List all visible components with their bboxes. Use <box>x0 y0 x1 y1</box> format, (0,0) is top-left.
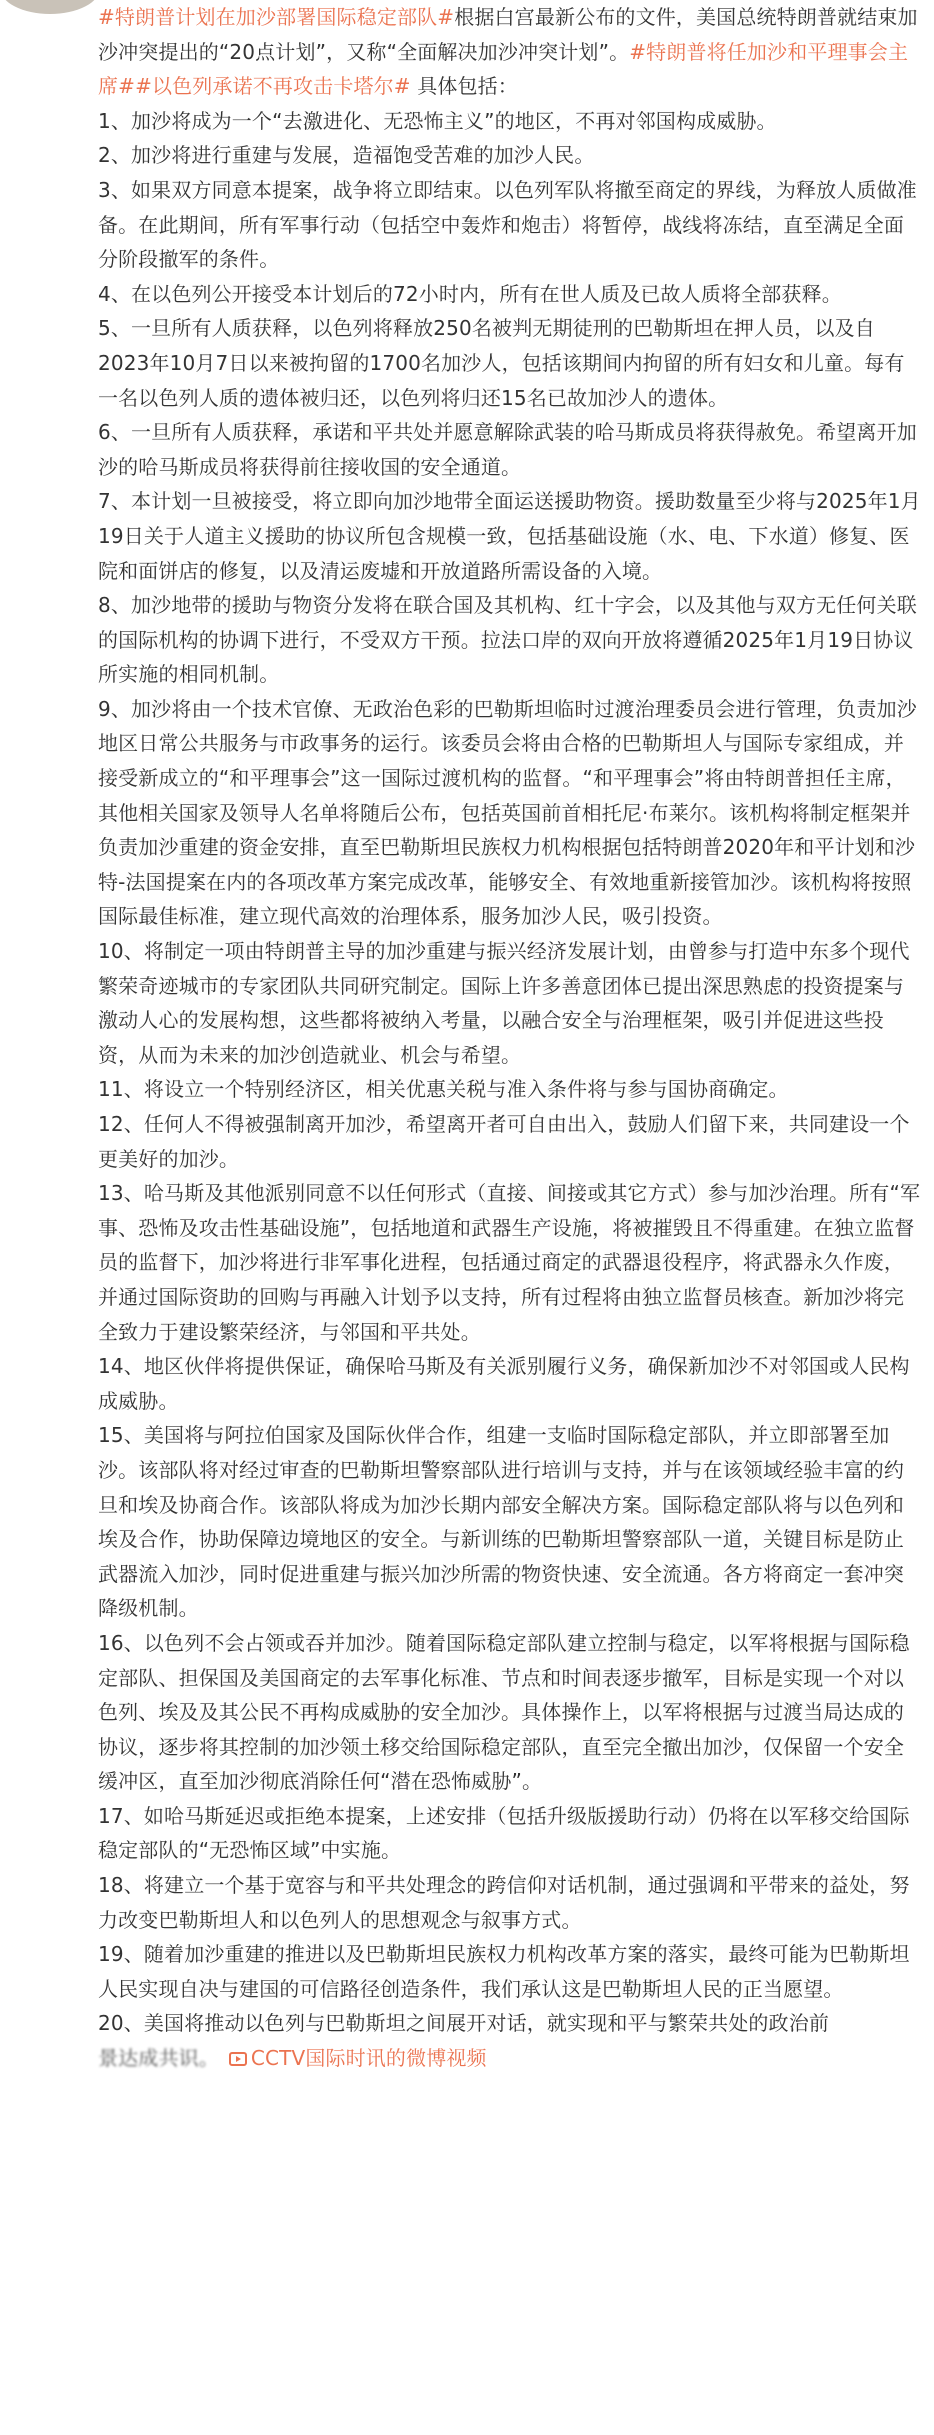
truncated-text: 景达成共识。 <box>98 2046 219 2071</box>
list-item: 11、将设立一个特别经济区，相关优惠关税与准入条件将与参与国协商确定。 <box>98 1077 789 1102</box>
list-item: 8、加沙地带的援助与物资分发将在联合国及其机构、红十字会，以及其他与双方无任何关联的国际机构的协调下进行，不受双方干预。拉法口岸的双向开放将遵循2025年1月19日协议所实施的相同机制。 <box>98 593 917 687</box>
post-intro <box>98 0 924 104</box>
list-item: 7、本计划一旦被接受，将立即向加沙地带全面运送援助物资。援助数量至少将与2025年1月19日关于人道主义援助的协议所包含规模一致，包括基础设施（水、电、下水道）修复、医院和面饼店的修复，以及清运废墟和开放道路所需设备的入境。 <box>98 489 921 583</box>
list-item: 10、将制定一项由特朗普主导的加沙重建与振兴经济发展计划，由曾参与打造中东多个现代繁荣奇迹城市的专家团队共同研究制定。国际上许多善意团体已提出深思熟虑的投资提案与激动人心的发展构想，这些都将被纳入考量，以融合安全与治理框架，吸引并促进这些投资，从而为未来的加沙创造就业、机会与希望。 <box>98 939 910 1067</box>
list-item: 12、任何人不得被强制离开加沙，希望离开者可自由出入，鼓励人们留下来，共同建设一个更美好的加沙。 <box>98 1112 910 1171</box>
avatar[interactable] <box>0 0 100 14</box>
list-item: 17、如哈马斯延迟或拒绝本提案，上述安排（包括升级版援助行动）仍将在以军移交给国际稳定部队的“无恐怖区域”中实施。 <box>98 1803 910 1863</box>
list-item: 16、以色列不会占领或吞并加沙。随着国际稳定部队建立控制与稳定，以军将根据与国际稳定部队、担保国及美国商定的去军事化标准、节点和时间表逐步撤军，目标是实现一个对以色列、埃及及其公民不再构成威胁的安全加沙。具体操作上，以军将根据与过渡当局达成的协议，逐步将其控制的加沙领土移交给国际稳定部队，直至完全撤出加沙，仅保留一个安全缓冲区，直至加沙彻底消除任何“潜在恐怖威胁”。 <box>98 1630 910 1794</box>
hashtag-link[interactable]: #以色列承诺不再攻击卡塔尔# <box>135 74 411 99</box>
list-item: 13、哈马斯及其他派别同意不以任何形式（直接、间接或其它方式）参与加沙治理。所有“军事、恐怖及攻击性基础设施”，包括地道和武器生产设施，将被摧毁且不得重建。在独立监督员的监督下，加沙将进行非军事化进程，包括通过商定的武器退役程序，将武器永久作废，并通过国际资助的回购与再融入计划予以支持，所有过程将由独立监督员核查。新加沙将完全致力于建设繁荣经济，与邻国和平共处。 <box>98 1181 921 1344</box>
intro-end-text: 具体包括： <box>410 74 518 99</box>
hashtag-link[interactable]: #特朗普将任加沙和平理事会主席# <box>98 39 909 99</box>
list-item: 19、随着加沙重建的推进以及巴勒斯坦民族权力机构改革方案的落实，最终可能为巴勒斯坦人民实现自决与建国的可信路径创造条件，我们承认这是巴勒斯坦人民的正当愿望。 <box>98 1942 910 2001</box>
list-item: 5、一旦所有人质获释，以色列将释放250名被判无期徒刑的巴勒斯坦在押人员，以及自2023年10月7日以来被拘留的1700名加沙人，包括该期间内拘留的所有妇女和儿童。每有一名以色列人质的遗体被归还，以色列将归还15名已故加沙人的遗体。 <box>98 316 905 410</box>
list-item: 15、美国将与阿拉伯国家及国际伙伴合作，组建一支临时国际稳定部队，并立即部署至加沙。该部队将对经过审查的巴勒斯坦警察部队进行培训与支持，并与在该领域经验丰富的约旦和埃及协商合作。该部队将成为加沙长期内部安全解决方案。国际稳定部队将与以色列和埃及合作，协助保障边境地区的安全。与新训练的巴勒斯坦警察部队一道，关键目标是防止武器流入加沙，同时促进重建与振兴加沙所需的物资快速、安全流通。各方将商定一套冲突降级机制。 <box>98 1423 904 1621</box>
list-item: 3、如果双方同意本提案，战争将立即结束。以色列军队将撤至商定的界线，为释放人质做准备。在此期间，所有军事行动（包括空中轰炸和炮击）将暂停，战线将冻结，直至满足全面分阶段撤军的条件。 <box>98 177 917 272</box>
list-item: 18、将建立一个基于宽容与和平共处理念的跨信仰对话机制，通过强调和平带来的益处，努力改变巴勒斯坦人和以色列人的思想观念与叙事方式。 <box>98 1873 910 1932</box>
hashtag-link[interactable]: #特朗普计划在加沙部署国际稳定部队# <box>98 5 455 29</box>
intro-text: 根据白宫最新公布的文件，美国总统特朗普就结束加沙冲突提出的“20点计划”，又称“全面解决加沙冲突计划”。 <box>98 5 918 64</box>
list-item: 20、美国将推动以色列与巴勒斯坦之间展开对话，就实现和平与繁荣共处的政治前 <box>98 2011 829 2036</box>
video-icon <box>229 2052 247 2066</box>
post-last-line <box>98 2041 924 2076</box>
list-item: 1、加沙将成为一个“去激进化、无恐怖主义”的地区，不再对邻国构成威胁。 <box>98 108 777 133</box>
list-item: 9、加沙将由一个技术官僚、无政治色彩的巴勒斯坦临时过渡治理委员会进行管理，负责加沙地区日常公共服务与市政事务的运行。该委员会将由合格的巴勒斯坦人与国际专家组成，并接受新成立的“和平理事会”这一国际过渡机构的监督。“和平理事会”将由特朗普担任主席，其他相关国家及领导人名单将随后公布，包括英国前首相托尼·布莱尔。该机构将制定框架并负责加沙重建的资金安排，直至巴勒斯坦民族权力机构根据包括特朗普2020年和平计划和沙特-法国提案在内的各项改革方案完成改革，能够安全、有效地重新接管加沙。该机构将按照国际最佳标准，建立现代高效的治理体系，服务加沙人民，吸引投资。 <box>98 696 917 929</box>
list-item: 14、地区伙伴将提供保证，确保哈马斯及有关派别履行义务，确保新加沙不对邻国或人民构成威胁。 <box>98 1354 910 1413</box>
list-item: 6、一旦所有人质获释，承诺和平共处并愿意解除武装的哈马斯成员将获得赦免。希望离开加沙的哈马斯成员将获得前往接收国的安全通道。 <box>98 420 917 479</box>
video-link[interactable]: CCTV国际时讯的微博视频 <box>250 2046 487 2071</box>
post-content <box>98 0 924 2076</box>
list-item: 4、在以色列公开接受本计划后的72小时内，所有在世人质及已故人质将全部获释。 <box>98 281 842 306</box>
list-item: 2、加沙将进行重建与发展，造福饱受苦难的加沙人民。 <box>98 143 595 168</box>
